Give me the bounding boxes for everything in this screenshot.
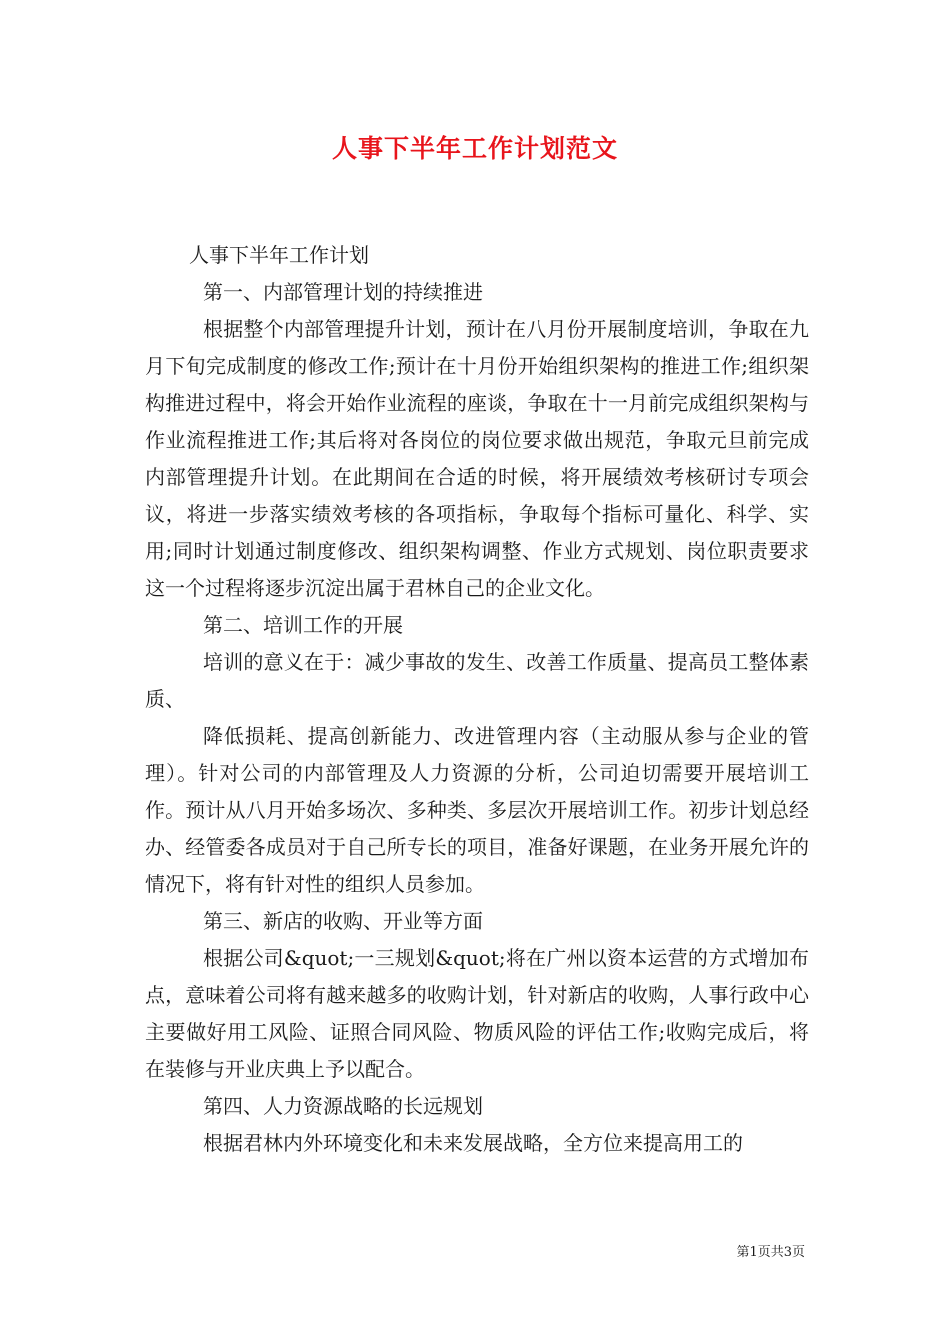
section-paragraph-1: 根据整个内部管理提升计划，预计在八月份开展制度培训，争取在九月下旬完成制度的修改工作;预计在十月份开始组织架构的推进工作;组织架构推进过程中，将会开始作业流程的座谈，争取在十一月前完成组织架构与作业流程推进工作;其后将对各岗位的岗位要求做出规范，争取元旦前完成内部管理提升计划。在此期间在合适的时候，将开展绩效考核研讨专项会议，将进一步落实绩效考核的各项指标，争取每个指标可量化、科学、实用;同时计划通过制度修改、组织架构调整、作业方式规划、岗位职责要求这一个过程将逐步沉淀出属于君林自己的企业文化。 [145,317,809,600]
document-body [145,237,809,1162]
document-title: 人事下半年工作计划范文 [331,134,618,163]
section-heading-1: 第一、内部管理计划的持续推进 [203,280,483,304]
section-paragraph-4: 根据君林内外环境变化和未来发展战略，全方位来提高用工的 [203,1131,743,1155]
section-heading-3: 第三、新店的收购、开业等方面 [203,909,483,933]
section-paragraph-2b: 降低损耗、提高创新能力、改进管理内容（主动服从参与企业的管理）。针对公司的内部管理及人力资源的分析，公司迫切需要开展培训工作。预计从八月开始多场次、多种类、多层次开展培训工作。初步计划总经办、经管委各成员对于自己所专长的项目，准备好课题，在业务开展允许的情况下，将有针对性的组织人员参加。 [145,724,809,896]
section-heading-4: 第四、人力资源战略的长远规划 [203,1094,483,1118]
section-paragraph-2a: 培训的意义在于：减少事故的发生、改善工作质量、提高员工整体素质、 [145,650,809,711]
section-heading-2: 第二、培训工作的开展 [203,613,403,637]
section-paragraph-3: 根据公司&quot;一三规划&quot;将在广州以资本运营的方式增加布点，意味着公司将有越来越多的收购计划，针对新店的收购，人事行政中心主要做好用工风险、证照合同风险、物质风险的评估工作;收购完成后，将在装修与开业庆典上予以配合。 [145,946,809,1081]
page-number: 第1页共3页 [736,1245,805,1260]
paragraph-heading-main: 人事下半年工作计划 [189,243,369,267]
